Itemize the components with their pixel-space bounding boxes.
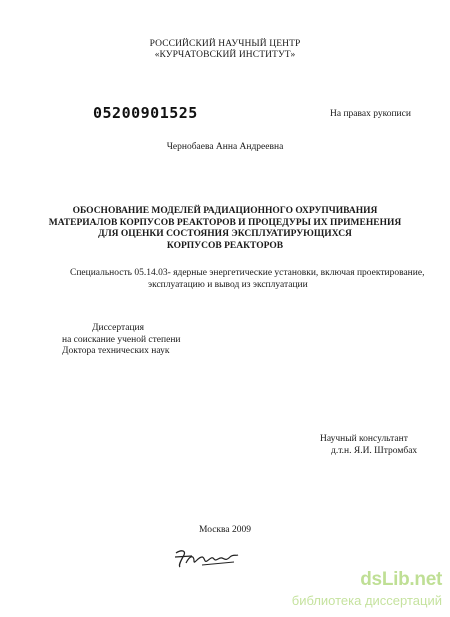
document-code-stamp: 05200901525 bbox=[93, 104, 198, 122]
title-line: ОБОСНОВАНИЕ МОДЕЛЕЙ РАДИАЦИОННОГО ОХРУПЧИВАНИЯ bbox=[72, 206, 378, 216]
title-line: КОРПУСОВ РЕАКТОРОВ bbox=[166, 240, 284, 251]
organization-name: РОССИЙСКИЙ НАУЧНЫЙ ЦЕНТР bbox=[149, 39, 301, 49]
watermark-caption: библиотека диссертаций bbox=[291, 593, 442, 608]
site-watermark bbox=[291, 569, 450, 615]
specialty-block bbox=[70, 268, 425, 291]
handwritten-signature bbox=[172, 545, 242, 571]
degree-line: Доктора технических наук bbox=[62, 346, 170, 356]
author-name: Чернобаева Анна Андреевна bbox=[166, 142, 284, 152]
consultant-label: Научный консультант bbox=[320, 434, 408, 444]
consultant-name: д.т.н. Я.И. Штромбах bbox=[331, 445, 418, 456]
city-year: Москва 2009 bbox=[199, 525, 251, 535]
degree-block bbox=[62, 323, 181, 358]
degree-line: на соискание ученой степени bbox=[62, 334, 181, 345]
title-line: ДЛЯ ОЦЕНКИ СОСТОЯНИЯ ЭКСПЛУАТИРУЮЩИХСЯ bbox=[98, 229, 352, 239]
rights-note: На правах рукописи bbox=[330, 109, 411, 119]
dissertation-title bbox=[40, 206, 410, 252]
consultant-block bbox=[320, 434, 417, 457]
institute-name: «КУРЧАТОВСКИЙ ИНСТИТУТ» bbox=[154, 50, 296, 60]
watermark-logo: dsLib.net bbox=[360, 569, 442, 590]
degree-line: Диссертация bbox=[92, 323, 144, 333]
title-line: МАТЕРИАЛОВ КОРПУСОВ РЕАКТОРОВ И ПРОЦЕДУРЫ ИХ ПРИМЕНЕНИЯ bbox=[48, 217, 402, 228]
specialty-line: Специальность 05.14.03- ядерные энергетические установки, включая проектирование, bbox=[70, 268, 425, 278]
specialty-line: эксплуатацию и вывод из эксплуатации bbox=[148, 279, 308, 290]
